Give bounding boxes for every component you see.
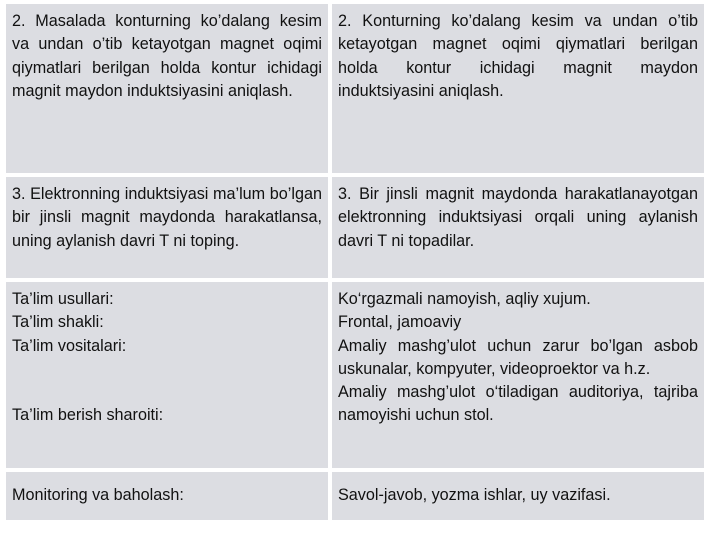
lesson-table: [6, 4, 708, 520]
monitoring-value: Savol-javob, yozma ishlar, uy vazifasi.: [338, 486, 611, 504]
teaching-methods-label: Ta’lim usullari:: [12, 290, 114, 308]
task-3-outcome-text: 3. Bir jinsli magnit maydonda harakatlanayotgan elektronning induktsiyasi orqali uning aylanish davri T ni topadilar.: [338, 185, 698, 250]
task-3-problem-text: 3. Elektronning induktsiyasi ma’lum bo’lgan bir jinsli magnit maydonda harakatlansa, uning aylanish davri T ni toping.: [12, 185, 322, 250]
task-2-outcome-text: 2. Konturning ko’dalang kesim va undan o’tib ketayotgan magnet oqimi qiymatlari berilgan holda kontur ichidagi magnit maydon induktsiyasini aniqlash.: [338, 12, 698, 100]
monitoring-label-cell: [6, 472, 328, 520]
task-3-problem: [6, 177, 328, 278]
task-3-outcome: [332, 177, 704, 278]
teaching-tools-label: Ta’lim vositalari:: [12, 336, 127, 355]
teaching-methods-value: Ko‘rgazmali namoyish, aqliy xujum.: [338, 290, 591, 308]
teaching-form-label: Ta’lim shakli:: [12, 313, 104, 332]
teaching-form-value: Frontal, jamoaviy: [338, 313, 462, 332]
info-values: [332, 282, 704, 468]
task-2-problem: [6, 4, 328, 173]
teaching-conditions-label: Ta’lim berish sharoiti:: [12, 405, 164, 424]
monitoring-value-cell: [332, 472, 704, 520]
task-2-problem-text: 2. Masalada konturning ko’dalang kesim va undan o’tib ketayotgan magnet oqimi qiymatlari berilgan holda kontur ichidagi magnit maydon induktsiyasini aniqlash.: [12, 12, 322, 100]
info-labels: [6, 282, 328, 468]
task-2-outcome: [332, 4, 704, 173]
monitoring-label: Monitoring va baholash:: [12, 486, 184, 504]
teaching-conditions-value: Amaliy mashg’ulot o‘tiladigan auditoriya, tajriba namoyishi uchun stol.: [338, 383, 698, 425]
teaching-tools-value: Amaliy mashg’ulot uchun zarur bo’lgan asbob uskunalar, kompyuter, videoproektor va h.z.: [338, 336, 698, 378]
